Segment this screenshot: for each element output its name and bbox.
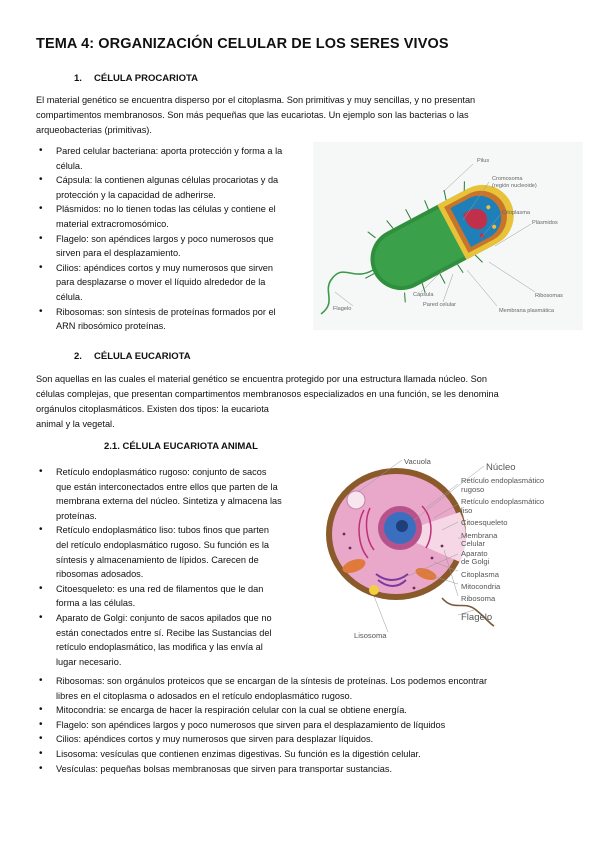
text-line: • Cilios: apéndices cortos y muy numerosos que sirven para desplazar líquidos. xyxy=(56,734,374,745)
label-flagellum: Flagelo xyxy=(333,306,352,312)
label-nucleus: Núcleo xyxy=(486,462,516,473)
label-flagellum: Flagelo xyxy=(461,612,493,623)
text-line: células complejas, que presentan compartimentos membranosos especializados en una función, se les denomina xyxy=(36,389,499,399)
prokaryote-cell-figure xyxy=(313,142,583,330)
text-line: • Mitocondria: se encarga de hacer la respiración celular con la cual se obtiene energía. xyxy=(56,705,407,716)
text-line: proteínas. xyxy=(56,510,97,521)
text-line: síntesis y almacenamiento de lípidos. Carecen de xyxy=(56,554,259,565)
label-nucleoid-region: (región nucleoide) xyxy=(492,183,537,189)
eukaryote-bullet-list-wide xyxy=(36,674,576,776)
text-line: • Vesículas: pequeñas bolsas membranosas que sirven para transportar sustancias. xyxy=(56,763,393,774)
list-item xyxy=(36,144,316,173)
text-line: para desplazarse o mover el líquido alrededor de la xyxy=(56,277,266,288)
label-vacuole: Vacuola xyxy=(404,457,431,466)
text-line: arqueobacterias (primitivas). xyxy=(36,125,152,135)
text-line: del retículo endoplasmático rugoso. Su función es la xyxy=(56,539,269,550)
animal-cell-figure xyxy=(314,450,584,646)
text-line: • Plásmidos: no lo tienen todas las células y contiene el xyxy=(56,204,276,215)
text-line: retículo endoplasmático, las modifica y las envía al xyxy=(56,642,263,653)
label-ribosome: Ribosoma xyxy=(461,594,496,603)
list-item xyxy=(36,703,576,718)
text-line: material extracromosómico. xyxy=(56,218,169,229)
label-cell-membrane-2: Celular xyxy=(461,539,486,548)
label-smooth-er-2: liso xyxy=(461,506,473,515)
label-chromosome: Cromosoma xyxy=(492,176,523,182)
label-plasma-membrane: Membrana plasmática xyxy=(499,308,555,314)
list-item xyxy=(36,674,576,703)
text-line: célula. xyxy=(56,291,83,302)
text-line: • Flagelo: son apéndices largos y poco numerosos que xyxy=(56,233,274,244)
text-line: Son aquellas en las cuales el material genético se encuentra protegido por una estructura llamada núcleo. Son xyxy=(36,374,487,384)
list-item xyxy=(36,261,316,305)
section-1-number: 1. xyxy=(74,73,82,84)
prokaryote-bullet-list xyxy=(36,144,316,334)
text-line: ARN ribosómico proteínas. xyxy=(56,321,166,332)
label-lysosome: Lisosoma xyxy=(354,631,387,640)
text-line: • Cilios: apéndices cortos y muy numerosos que sirven xyxy=(56,262,274,273)
text-line: forma a las células. xyxy=(56,598,136,609)
list-item xyxy=(36,762,576,777)
label-golgi-2: de Golgi xyxy=(461,557,490,566)
text-line: protección y la capacidad de adherirse. xyxy=(56,189,216,200)
label-cytoskeleton: Citoesqueleto xyxy=(461,518,508,527)
section-1-intro xyxy=(36,93,576,138)
text-line: • Cápsula: la contienen algunas células procariotas y da xyxy=(56,175,279,186)
text-line: libres en el citoplasma o adosados en el retículo endoplasmático rugoso. xyxy=(56,690,353,701)
label-cytoplasm: Citoplasma xyxy=(461,570,499,579)
list-item xyxy=(36,718,576,733)
section-2-heading: CÉLULA EUCARIOTA xyxy=(94,351,191,362)
text-line: sirven para el desplazamiento. xyxy=(56,248,181,259)
section-2-intro xyxy=(36,372,576,432)
list-item xyxy=(36,611,318,669)
text-line: • Lisosoma: vesículas que contienen enzimas digestivas. Su función es la digestión celular. xyxy=(56,748,421,759)
list-item xyxy=(36,523,318,581)
page-title: TEMA 4: ORGANIZACIÓN CELULAR DE LOS SERES VIVOS xyxy=(36,36,449,52)
label-golgi: Aparato xyxy=(461,549,488,558)
text-line: célula. xyxy=(56,160,83,171)
text-line: • Citoesqueleto: es una red de filamentos que le dan xyxy=(56,583,264,594)
text-line: lugar necesario. xyxy=(56,656,122,667)
list-item xyxy=(36,465,318,523)
list-item xyxy=(36,173,316,202)
label-rough-er: Retículo endoplasmático xyxy=(461,476,545,485)
text-line: • Pared celular bacteriana: aporta protección y forma a la xyxy=(56,146,283,156)
label-cell-membrane: Membrana xyxy=(461,531,498,540)
text-line: que están interconectados entre ellos que parten de la xyxy=(56,481,278,492)
text-line: • Ribosomas: son orgánulos proteicos que se encargan de la síntesis de proteínas. Los podemos encontrar xyxy=(56,676,488,686)
label-rough-er-2: rugoso xyxy=(461,485,485,494)
text-line: • Flagelo: son apéndices largos y poco numerosos que sirven para el desplazamiento de líquidos xyxy=(56,719,446,730)
text-line: orgánulos citoplasmáticos. Existen dos tipos: la eucariota xyxy=(36,404,269,414)
list-item xyxy=(36,582,318,611)
nucleolus-shape xyxy=(396,520,408,532)
text-line: membrana externa del núcleo. Sintetiza y almacena las xyxy=(56,496,282,507)
label-capsule: Cápsula xyxy=(413,292,434,298)
section-1-heading: CÉLULA PROCARIOTA xyxy=(94,73,198,84)
lysosome-shape xyxy=(369,585,379,595)
list-item xyxy=(36,732,576,747)
animal-cell-illustration xyxy=(314,450,584,646)
list-item xyxy=(36,305,316,334)
text-line: compartimentos membranosos. Son más pequeñas que las eucariotas. Un ejemplo son las bacterias o las xyxy=(36,110,469,120)
list-item xyxy=(36,202,316,231)
label-cell-wall: Pared celular xyxy=(423,302,456,308)
text-line: están conectados entre sí. Recibe las Sustancias del xyxy=(56,627,272,638)
label-cytoplasm: Citoplasma xyxy=(502,210,530,216)
label-ribosomes: Ribosomas xyxy=(535,293,563,299)
text-line: animal y la vegetal. xyxy=(36,419,115,429)
label-plasmids: Plásmidos xyxy=(532,220,558,226)
prokaryote-cell-illustration xyxy=(313,142,583,330)
list-item xyxy=(36,747,576,762)
text-line: • Ribosomas: son síntesis de proteínas formados por el xyxy=(56,306,276,317)
text-line: ribosomas adosados. xyxy=(56,569,144,580)
text-line: • Retículo endoplasmático liso: tubos finos que parten xyxy=(56,525,269,536)
text-line: • Aparato de Golgi: conjunto de sacos apilados que no xyxy=(56,612,272,623)
eukaryote-bullet-list xyxy=(36,465,318,669)
subsection-heading: 2.1. CÉLULA EUCARIOTA ANIMAL xyxy=(104,441,258,452)
vacuole-shape xyxy=(347,491,365,509)
text-line: El material genético se encuentra disperso por el citoplasma. Son primitivas y muy sencillas, y no presentan xyxy=(36,95,476,105)
section-2-number: 2. xyxy=(74,351,82,362)
text-line: • Retículo endoplasmático rugoso: conjunto de sacos xyxy=(56,467,267,477)
label-mitochondrion: Mitocondria xyxy=(461,582,501,591)
label-pilus: Pilus xyxy=(477,158,490,164)
label-smooth-er: Retículo endoplasmático xyxy=(461,497,545,506)
list-item xyxy=(36,232,316,261)
